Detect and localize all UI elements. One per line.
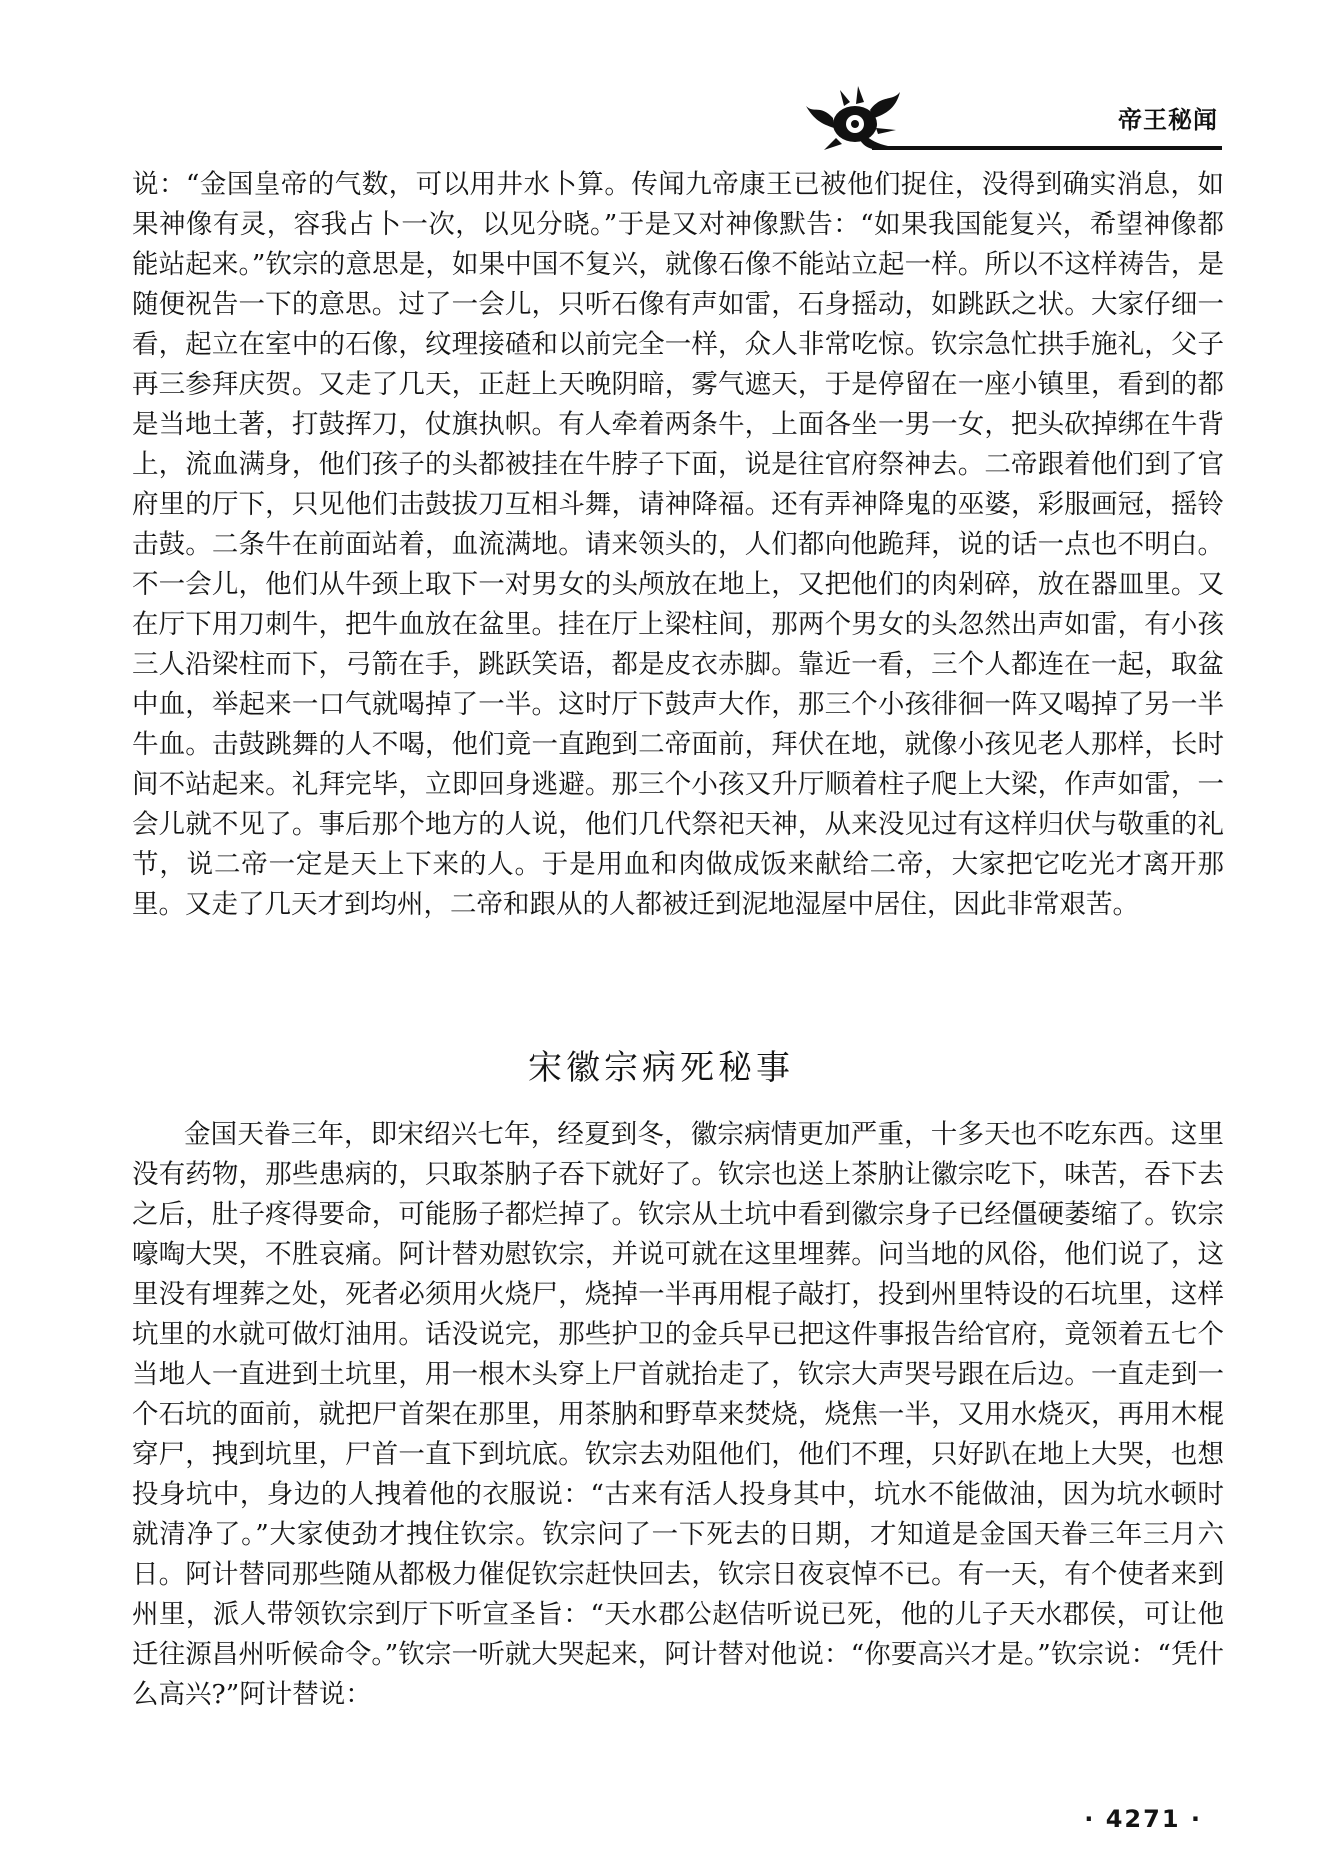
- body-paragraph-2: 金国天眷三年，即宋绍兴七年，经夏到冬，徽宗病情更加严重，十多天也不吃东西。这里没有药物，那些患病的，只取茶肭子吞下就好了。钦宗也送上茶肭让徽宗吃下，味苦，吞下去之后，肚子疼得要命，可能肠子都烂掉了。钦宗从土坑中看到徽宗身子已经僵硬萎缩了。钦宗嚎啕大哭，不胜哀痛。阿计替劝慰钦宗，并说可就在这里埋葬。问当地的风俗，他们说了，这里没有埋葬之处，死者必须用火烧尸，烧掉一半再用棍子敲打，投到州里特设的石坑里，这样坑里的水就可做灯油用。话没说完，那些护卫的金兵早已把这件事报告给官府，竟领着五七个当地人一直进到土坑里，用一根木头穿上尸首就抬走了，钦宗大声哭号跟在后边。一直走到一个石坑的面前，就把尸首架在那里，用茶肭和野草来焚烧，烧焦一半，又用水烧灭，再用木棍穿尸，拽到坑里，尸首一直下到坑底。钦宗去劝阻他们，他们不理，只好趴在地上大哭，也想投身坑中，身边的人拽着他的衣服说：“古来有活人投身其中，坑水不能做油，因为坑水顿时就清净了。”大家使劲才拽住钦宗。钦宗问了一下死去的日期，才知道是金国天眷三年三月六日。阿计替同那些随从都极力催促钦宗赶快回去，钦宗日夜哀悼不已。有一天，有个使者来到州里，派人带领钦宗到厅下听宣圣旨：“天水郡公赵佶听说已死，他的儿子天水郡侯，可让他迁往源昌州听候命令。”钦宗一听就大哭起来，阿计替对他说：“你要高兴才是。”钦宗说：“凭什么高兴?”阿计替说：: [132, 1119, 1224, 1710]
- header-title: 帝王秘闻: [1118, 106, 1218, 134]
- page-number: · 4271 ·: [1084, 1805, 1202, 1833]
- body-paragraph-1: 说：“金国皇帝的气数，可以用井水卜算。传闻九帝康王已被他们捉住，没得到确实消息，如果神像有灵，容我占卜一次，以见分晓。”于是又对神像默告：“如果我国能复兴，希望神像都能站起来。”钦宗的意思是，如果中国不复兴，就像石像不能站立起一样。所以不这样祷告，是随便祝告一下的意思。过了一会儿，只听石像有声如雷，石身摇动，如跳跃之状。大家仔细一看，起立在室中的石像，纹理接碴和以前完全一样，众人非常吃惊。钦宗急忙拱手施礼，父子再三参拜庆贺。又走了几天，正赶上天晚阴暗，雾气遮天，于是停留在一座小镇里，看到的都是当地土著，打鼓挥刀，仗旗执帜。有人牵着两条牛，上面各坐一男一女，把头砍掉绑在牛背上，流血满身，他们孩子的头都被挂在牛脖子下面，说是往官府祭神去。二帝跟着他们到了官府里的厅下，只见他们击鼓拔刀互相斗舞，请神降福。还有弄神降鬼的巫婆，彩服画冠，摇铃击鼓。二条牛在前面站着，血流满地。请来领头的，人们都向他跪拜，说的话一点也不明白。不一会儿，他们从牛颈上取下一对男女的头颅放在地上，又把他们的肉剁碎，放在器皿里。又在厅下用刀刺牛，把牛血放在盆里。挂在厅上梁柱间，那两个男女的头忽然出声如雷，有小孩三人沿梁柱而下，弓箭在手，跳跃笑语，都是皮衣赤脚。靠近一看，三个人都连在一起，取盆中血，举起来一口气就喝掉了一半。这时厅下鼓声大作，那三个小孩徘徊一阵又喝掉了另一半牛血。击鼓跳舞的人不喝，他们竟一直跑到二帝面前，拜伏在地，就像小孩见老人那样，长时间不站起来。礼拜完毕，立即回身逃避。那三个小孩又升厅顺着柱子爬上大梁，作声如雷，一会儿就不见了。事后那个地方的人说，他们几代祭祀天神，从来没见过有这样归伏与敬重的礼节，说二帝一定是天上下来的人。于是用血和肉做成饭来献给二帝，大家把它吃光才离开那里。又走了几天才到均州，二帝和跟从的人都被迁到泥地湿屋中居住，因此非常艰苦。: [132, 169, 1224, 920]
- running-header: [780, 76, 1222, 158]
- header-rule: [872, 146, 1222, 150]
- section-title: 宋徽宗病死秘事: [528, 1048, 794, 1088]
